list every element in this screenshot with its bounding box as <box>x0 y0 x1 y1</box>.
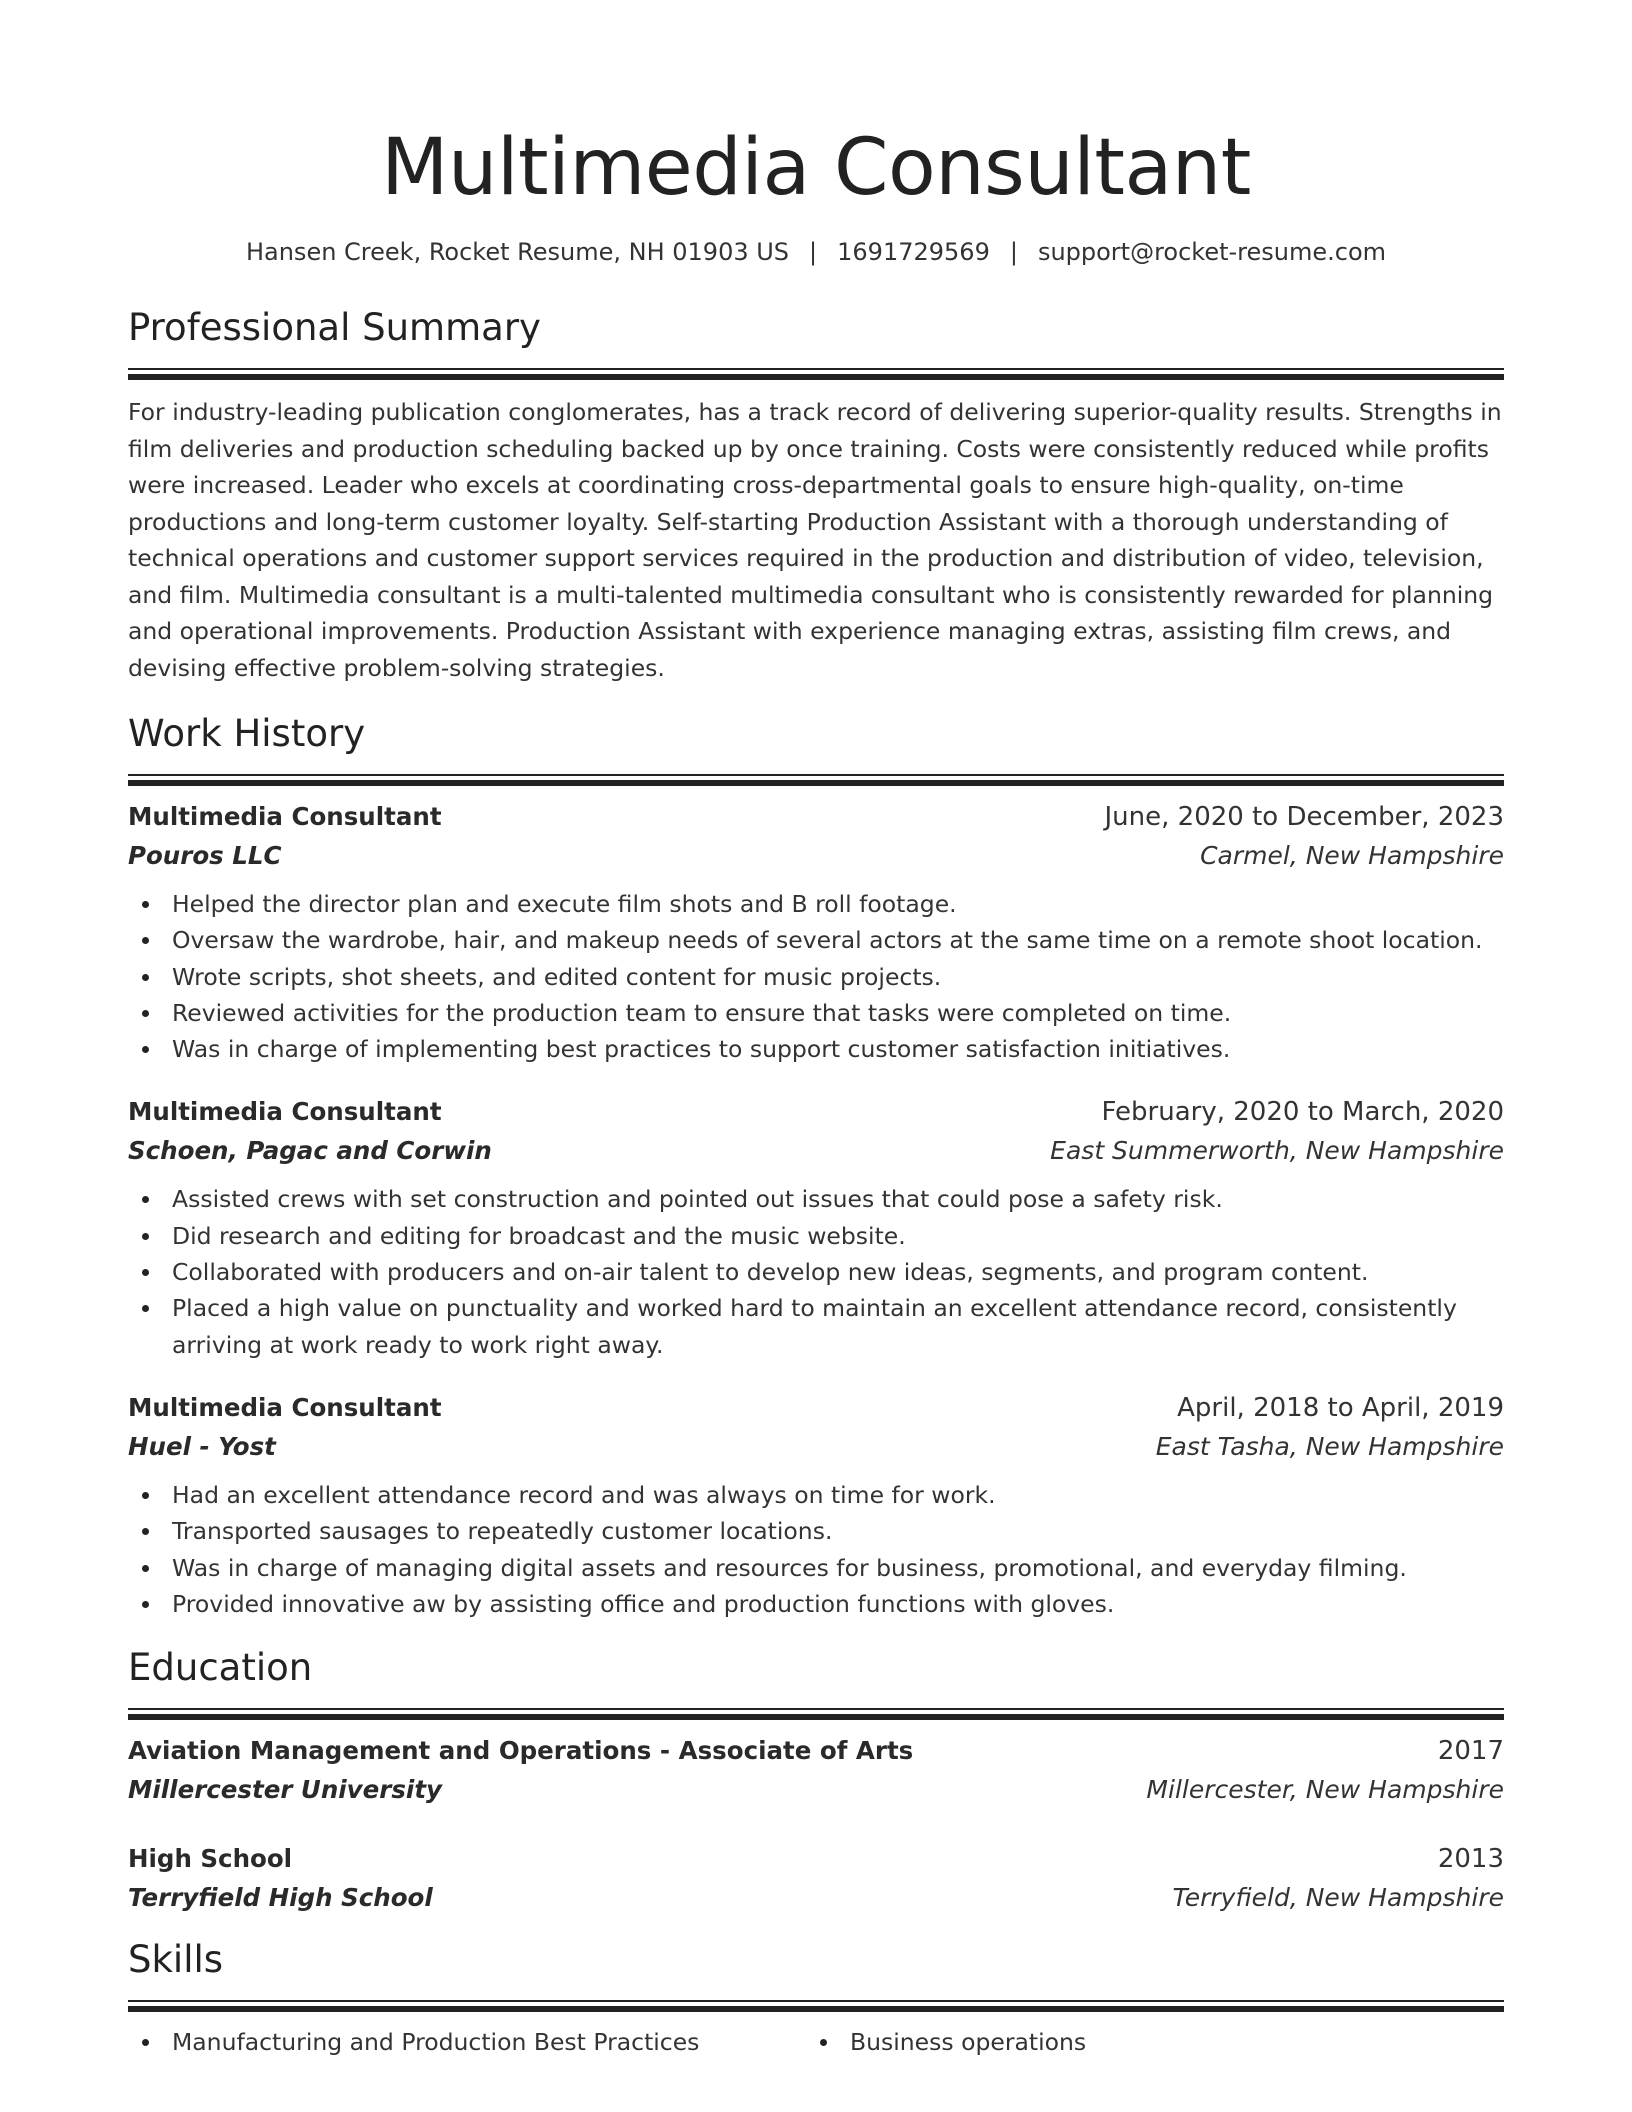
job-employer-row <box>128 836 1504 876</box>
section-title: Skills <box>128 1938 224 1982</box>
education-school-row <box>128 1878 1504 1918</box>
resume-content <box>128 0 1504 2060</box>
job-location: East Tasha, New Hampshire <box>1155 1431 1504 1461</box>
section-divider <box>128 774 1504 786</box>
list-item: Did research and editing for broadcast and the music website. <box>128 1218 1504 1254</box>
skills-list-left <box>128 2024 806 2060</box>
job-employer-row <box>128 1427 1504 1467</box>
summary-text: For industry-leading publication conglomerates, has a track record of delivering superior-quality results. Strengths in film deliveries and production scheduling backed up by once training. Costs were consistently reduced while profits were increased. Leader who excels at coordinating cross-departmental goals to ensure high-quality, on-time productions and long-term customer loyalty. Self-starting Production Assistant with a thorough understanding of technical operations and customer support services required in the production and distribution of video, television, and film. Multimedia consultant is a multi-talented multimedia consultant who is consistently rewarded for planning and operational improvements. Production Assistant with experience managing extras, assisting film crews, and devising effective problem-solving strategies. <box>128 398 1502 682</box>
list-item: Oversaw the wardrobe, hair, and makeup needs of several actors at the same time on a remote shoot location. <box>128 922 1504 958</box>
job-dates: June, 2020 to December, 2023 <box>1104 802 1504 832</box>
contact-email: support@rocket-resume.com <box>1037 238 1387 266</box>
contact-phone: 1691729569 <box>837 238 990 266</box>
contact-address: Hansen Creek, Rocket Resume, NH 01903 US <box>245 238 790 266</box>
list-item: Placed a high value on punctuality and worked hard to maintain an excellent attendance record, consistently arriving at work ready to work right away. <box>128 1290 1504 1363</box>
education-degree: Aviation Management and Operations - Associate of Arts <box>128 1736 914 1766</box>
education-header-row <box>128 1732 1504 1770</box>
education-entry <box>128 1840 1504 1918</box>
list-item: Had an excellent attendance record and was always on time for work. <box>128 1477 1504 1513</box>
job-dates: February, 2020 to March, 2020 <box>1101 1097 1504 1128</box>
contact-separator: | <box>809 238 818 266</box>
section-divider <box>128 1708 1504 1720</box>
section-divider <box>128 2000 1504 2012</box>
education-location: Millercester, New Hampshire <box>1146 1775 1504 1805</box>
list-item: Business operations <box>806 2024 1484 2060</box>
job-employer: Schoen, Pagac and Corwin <box>128 1136 492 1166</box>
job-entry <box>128 1389 1504 1622</box>
education-school: Terryfield High School <box>128 1883 433 1913</box>
section-education <box>128 1644 1504 1918</box>
section-divider <box>128 368 1504 380</box>
education-header-row <box>128 1840 1504 1878</box>
section-title: Professional Summary <box>128 306 541 349</box>
job-dates: April, 2018 to April, 2019 <box>1177 1392 1504 1423</box>
section-title: Education <box>128 1646 313 1690</box>
education-degree: High School <box>128 1844 293 1874</box>
list-item: Helped the director plan and execute film shots and B roll footage. <box>128 886 1504 922</box>
list-item: Wrote scripts, shot sheets, and edited content for music projects. <box>128 959 1504 995</box>
list-item: Provided innovative aw by assisting office and production functions with gloves. <box>128 1586 1504 1622</box>
education-school: Millercester University <box>128 1775 443 1805</box>
skills-columns <box>128 2024 1504 2060</box>
list-item: Manufacturing and Production Best Practices <box>128 2024 806 2060</box>
candidate-name: Multimedia Consultant <box>381 123 1251 213</box>
list-item: Was in charge of managing digital assets and resources for business, promotional, and everyday filming. <box>128 1550 1504 1586</box>
job-bullets <box>128 886 1504 1067</box>
job-header-row <box>128 1093 1504 1131</box>
job-header-row <box>128 1389 1504 1427</box>
section-title: Work History <box>128 712 366 755</box>
job-employer: Huel - Yost <box>128 1431 276 1461</box>
list-item: Reviewed activities for the production team to ensure that tasks were completed on time. <box>128 995 1504 1031</box>
section-skills <box>128 1936 1504 2060</box>
list-item: Assisted crews with set construction and pointed out issues that could pose a safety risk. <box>128 1181 1504 1217</box>
job-entry <box>128 798 1504 1067</box>
job-title: Multimedia Consultant <box>128 1392 442 1422</box>
section-summary <box>128 304 1504 686</box>
job-bullets <box>128 1181 1504 1362</box>
job-employer-row <box>128 1131 1504 1171</box>
job-title: Multimedia Consultant <box>128 1097 442 1127</box>
job-location: Carmel, New Hampshire <box>1200 841 1504 870</box>
job-bullets <box>128 1477 1504 1622</box>
job-entry <box>128 1093 1504 1362</box>
list-item: Transported sausages to repeatedly customer locations. <box>128 1513 1504 1549</box>
list-item: Collaborated with producers and on-air talent to develop new ideas, segments, and program content. <box>128 1254 1504 1290</box>
education-location: Terryfield, New Hampshire <box>1172 1883 1504 1913</box>
section-work-history <box>128 710 1504 1622</box>
contact-line <box>128 236 1504 268</box>
job-header-row <box>128 798 1504 836</box>
education-school-row <box>128 1770 1504 1810</box>
list-item: Was in charge of implementing best practices to support customer satisfaction initiatives. <box>128 1031 1504 1067</box>
education-entry <box>128 1732 1504 1810</box>
education-year: 2013 <box>1437 1844 1504 1875</box>
contact-separator: | <box>1009 238 1018 266</box>
job-title: Multimedia Consultant <box>128 802 442 831</box>
education-year: 2017 <box>1437 1736 1504 1767</box>
job-employer: Pouros LLC <box>128 841 282 870</box>
skills-list-right <box>806 2024 1484 2060</box>
job-location: East Summerworth, New Hampshire <box>1050 1136 1504 1166</box>
